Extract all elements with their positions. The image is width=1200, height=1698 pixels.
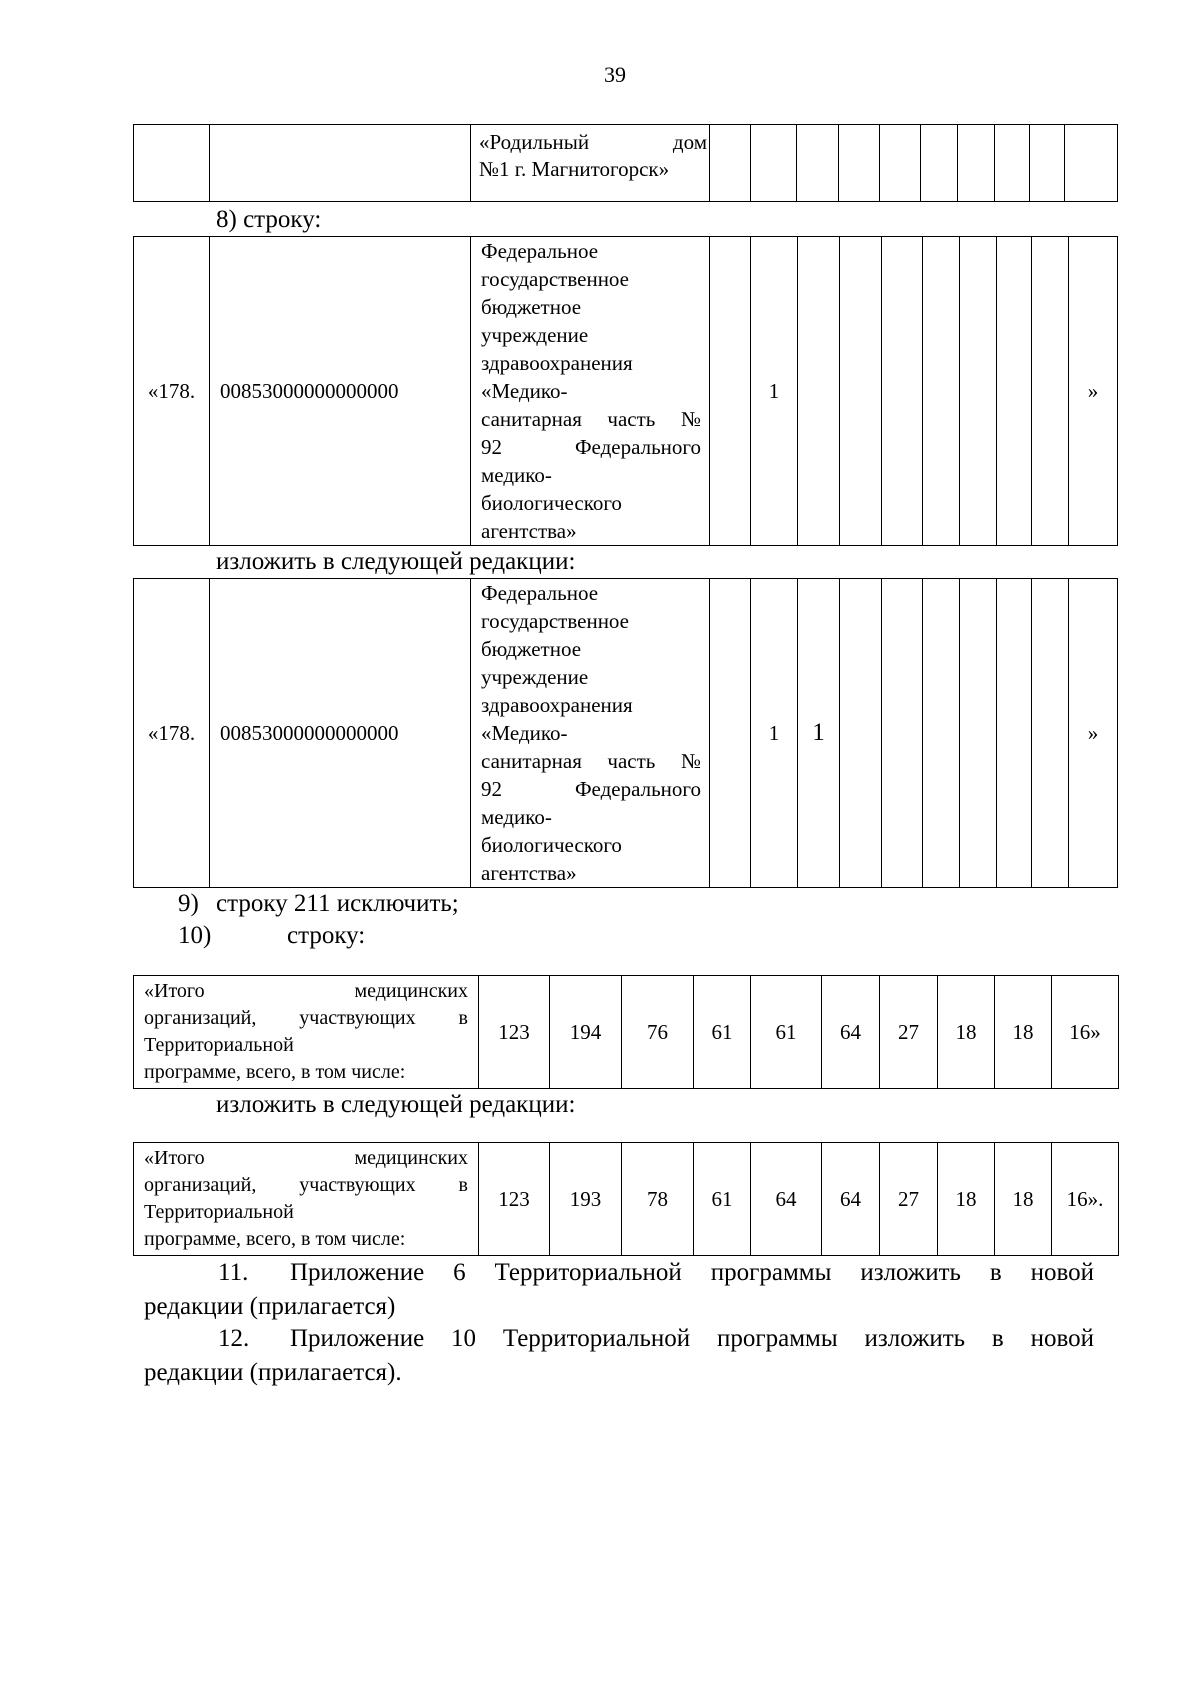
org-name-line: «Родильный дом — [479, 130, 707, 154]
totals-value: 61 — [694, 1143, 751, 1256]
table-row — [134, 976, 1119, 1089]
table-row178-old — [133, 236, 1118, 546]
item12-line2: редакции (прилагается). — [144, 1359, 402, 1386]
totals-value: 64 — [751, 1143, 822, 1256]
totals-value: 18 — [938, 976, 995, 1089]
totals-value: 16». — [1052, 1143, 1119, 1256]
totals-value: 78 — [622, 1143, 694, 1256]
row-number: «178. — [134, 237, 210, 546]
table-row — [134, 237, 1118, 546]
totals-value: 18 — [995, 976, 1052, 1089]
page-number: 39 — [604, 62, 626, 87]
org-name-line: №1 г. Магнитогорск» — [479, 157, 670, 181]
table-row — [134, 1143, 1119, 1256]
totals-value: 61 — [751, 976, 822, 1089]
totals-value: 123 — [479, 1143, 550, 1256]
item11-line2: редакции (прилагается) — [144, 1293, 396, 1320]
totals-value: 61 — [694, 976, 751, 1089]
item12-paragraph — [144, 1322, 1094, 1390]
row-end-quote: » — [1069, 237, 1118, 546]
row-number: «178. — [134, 579, 210, 888]
item11-paragraph — [144, 1256, 1094, 1324]
value-cell: 1 — [798, 579, 840, 888]
row-end-quote: » — [1069, 579, 1118, 888]
totals-value: 193 — [550, 1143, 622, 1256]
totals-label: «Итого медицинских организаций, участвующих в Территориальной программе, всего, в том числе: — [134, 976, 479, 1089]
item11-line1: Приложение 6 Территориальной программы изложить в новой — [290, 1259, 1094, 1286]
item12-line1: Приложение 10 Территориальной программы изложить в новой — [290, 1325, 1094, 1352]
org-name: Федеральное государственное бюджетное учреждение здравоохранения «Медико- санитарная часть № 92 Федерального медико- биологического агентства» — [471, 579, 710, 888]
totals-value: 123 — [479, 976, 550, 1089]
value-cell — [798, 237, 840, 546]
totals-value: 64 — [822, 1143, 880, 1256]
item12-number: 12. — [218, 1325, 250, 1352]
org-name: Федеральное государственное бюджетное учреждение здравоохранения «Медико- санитарная часть № 92 Федерального медико- биологического агентства» — [471, 237, 710, 546]
row-code: 00853000000000000 — [210, 237, 471, 546]
totals-value: 16» — [1052, 976, 1119, 1089]
totals-value: 64 — [822, 976, 880, 1089]
value-cell: 1 — [751, 579, 798, 888]
totals-value: 76 — [622, 976, 694, 1089]
item9-number: 9) — [178, 890, 199, 917]
item11-number: 11. — [218, 1259, 249, 1286]
item10-text: строку: — [287, 922, 366, 949]
table-row178-new — [133, 578, 1118, 888]
totals-value: 18 — [995, 1143, 1052, 1256]
item9-text: строку 211 исключить; — [216, 890, 459, 917]
row-code: 00853000000000000 — [210, 579, 471, 888]
totals-value: 27 — [880, 1143, 938, 1256]
totals-value: 194 — [550, 976, 622, 1089]
table-top-continuation — [133, 124, 1118, 202]
table-row — [134, 579, 1118, 888]
item8-replace-label: изложить в следующей редакции: — [216, 548, 576, 575]
table-totals-new — [133, 1142, 1119, 1256]
table-totals-old — [133, 975, 1119, 1089]
item10-number: 10) — [178, 922, 212, 949]
totals-value: 27 — [880, 976, 938, 1089]
value-cell: 1 — [751, 237, 798, 546]
totals-value: 18 — [938, 1143, 995, 1256]
table-row — [134, 125, 1118, 202]
totals-label: «Итого медицинских организаций, участвующих в Территориальной программе, всего, в том числе: — [134, 1143, 479, 1256]
item10-replace-label: изложить в следующей редакции: — [216, 1091, 576, 1118]
item8-label: 8) строку: — [216, 206, 322, 233]
